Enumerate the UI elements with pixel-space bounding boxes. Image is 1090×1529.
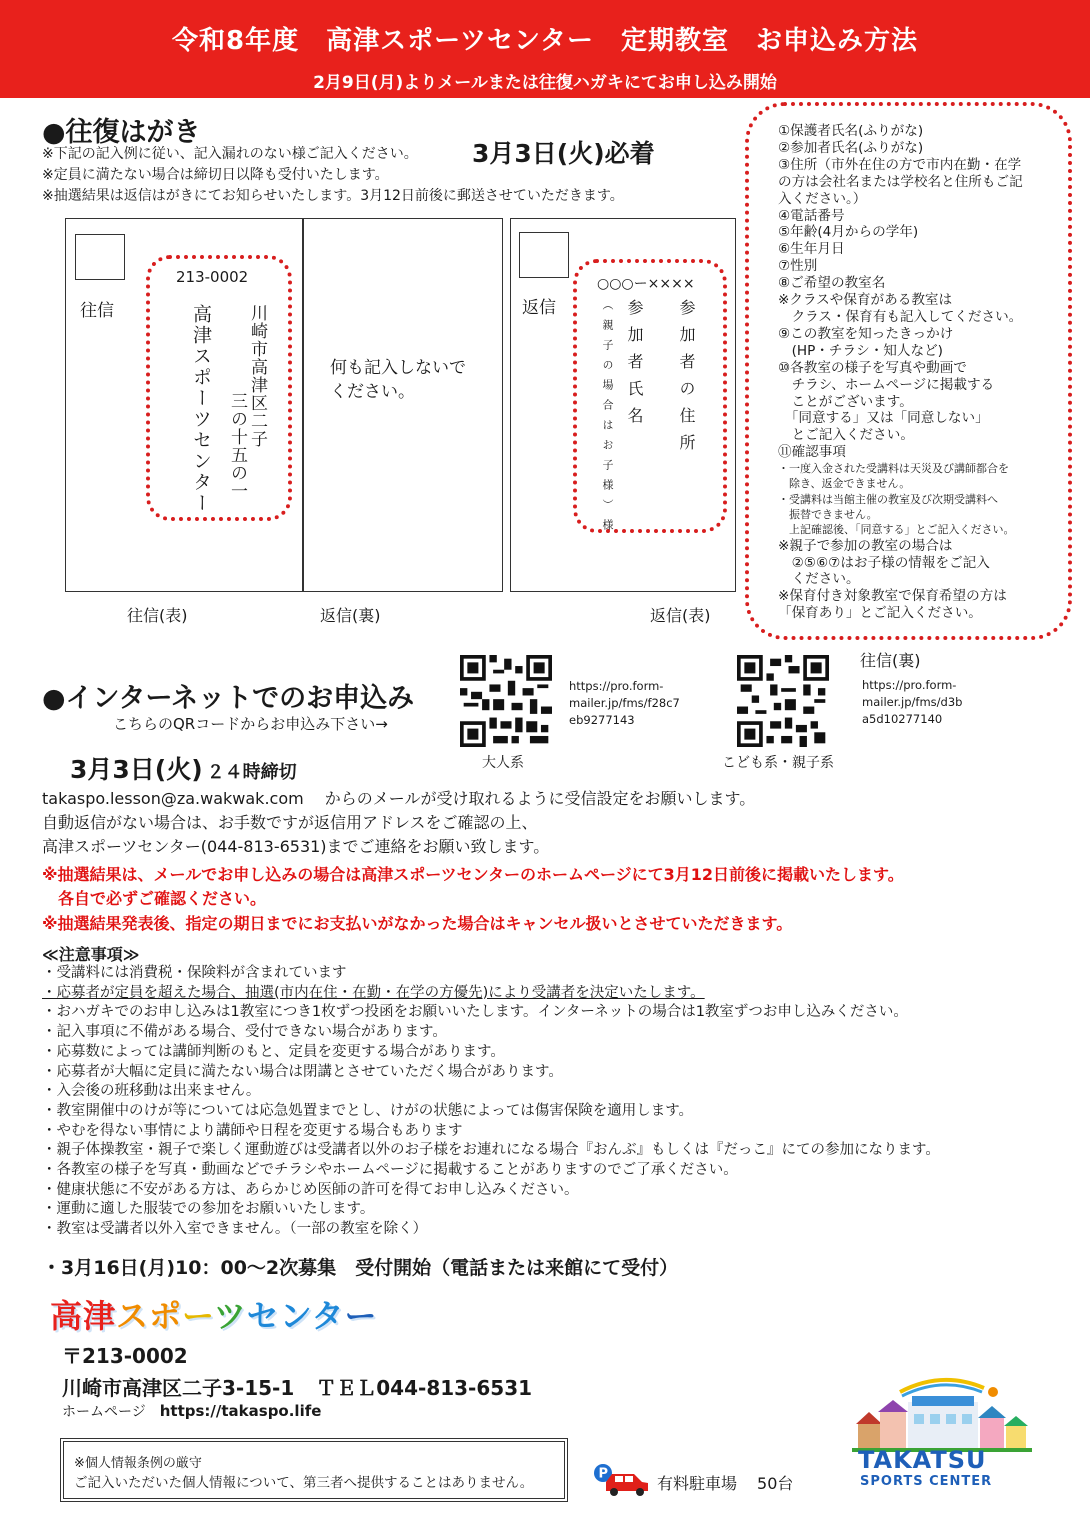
henshin-back-card (303, 218, 503, 592)
reply-name: 参加者氏名 (625, 299, 644, 434)
list-item: ください。 (778, 571, 860, 588)
list-item: ・記入事項に不備がある場合、受付できない場合があります。 (42, 1024, 447, 1041)
qr-code-adult-icon[interactable] (460, 655, 552, 747)
oushin-label: 往信 (80, 301, 114, 321)
list-item: チラシ、ホームページに掲載する (778, 376, 995, 393)
page-title: 令和8年度 高津スポーツセンター 定期教室 お申込み方法 (171, 26, 918, 56)
list-item: ・入会後の班移動は出来ません。 (42, 1083, 261, 1100)
internet-heading: ●インターネットでのお申込み (42, 683, 415, 714)
list-item: ※保育付き対象教室で保育希望の方は (778, 588, 1007, 605)
brand-subname: SPORTS CENTER (860, 1474, 993, 1489)
footer-tel: ＴＥＬ044-813-6531 (316, 1376, 533, 1400)
list-item: ・受講料には消費税・保険料が含まれています (42, 965, 347, 981)
qr1-url[interactable] (569, 678, 680, 729)
list-item: ・教室開催中のけが等については応急処置までとし、けがの状態によっては傷害保険を適用します。 (42, 1102, 694, 1119)
oushin-address-dotted-frame (146, 255, 292, 521)
qr2-url-line: a5d10277140 (862, 712, 943, 726)
postcard-deadline: 3月3日(火)必着 (472, 139, 655, 168)
list-item: ③住所（市外在住の方で市内在勤・在学 (778, 156, 1022, 173)
list-item: ことがございます。 (778, 393, 913, 410)
list-item: ⑩各教室の様子を写真や動画で (778, 359, 967, 376)
oushin-address-line-2: 三の十五の一 (227, 392, 247, 500)
reply-stamp-box (519, 232, 569, 278)
list-item: ⑨この教室を知ったきっかけ (778, 325, 954, 342)
homepage-label: ホームページ (62, 1404, 146, 1420)
qr1-url-line: https://pro.form- (569, 679, 664, 693)
privacy-text: ご記入いただいた個人情報について、第三者へ提供することはありません。 (74, 1475, 534, 1491)
footer-address: 川崎市高津区二子3-15-1 (62, 1376, 295, 1400)
email-line-3: 高津スポーツセンター(044-813-6531)までご連絡をお願い致します。 (42, 837, 550, 856)
list-item: ・健康状態に不安がある方は、あらかじめ医師の許可を得てお申し込みください。 (42, 1181, 579, 1198)
list-item: とご記入ください。 (778, 427, 914, 444)
qr1-url-line: mailer.jp/fms/f28c7 (569, 696, 680, 710)
second-round-notice: ・3月16日(月)10：00～2次募集 受付開始（電話または来館にて受付） (42, 1257, 679, 1279)
cautions-list (42, 964, 940, 1240)
internet-deadline-time: ２４時締切 (206, 762, 297, 783)
internet-deadline (70, 750, 297, 786)
list-item: ・応募数によっては講師判断のもと、定員を変更する場合があります。 (42, 1043, 505, 1060)
oushin-zip: 213-0002 (176, 268, 249, 286)
list-item: ⑥生年月日 (778, 241, 845, 258)
privacy-title: ※個人情報条例の厳守 (74, 1456, 202, 1471)
list-item: ※クラスや保育がある教室は (778, 292, 953, 309)
list-item: ・応募者が定員を超えた場合、抽選(市内在住・在勤・在学の方優先)により受講者を決定いたします。 (42, 984, 705, 1001)
list-item: ・やむを得ない事情により講師や日程を変更する場合もあります (42, 1122, 463, 1139)
parking-count: 50台 (757, 1474, 794, 1493)
email-line-1-text: からのメールが受け取れるように受信設定をお願いします。 (324, 789, 756, 808)
info-list (778, 123, 1023, 622)
reply-child-note: （親子の場合はお子様）様 (601, 299, 614, 539)
email-address-link[interactable]: takaspo.lesson@za.wakwak.com (42, 789, 304, 808)
list-item: ・運動に適した服装での参加をお願いいたします。 (42, 1201, 375, 1218)
list-item: の方は会社名または学校名と住所もご記 (778, 173, 1023, 190)
postcard-note-2: ※定員に満たない場合は締切日以降も受付いたします。 (42, 167, 389, 183)
qr2-label: こども系・親子系 (722, 755, 834, 771)
qr2-url[interactable] (862, 677, 962, 728)
footer-zip: 〒213-0002 (62, 1344, 188, 1368)
list-item: ・親子体操教室・親子で楽しく運動遊びは受講者以外のお子様をお連れになる場合『おんぶ』もしくは『だっこ』にての参加になります。 (42, 1142, 940, 1159)
list-item: ・応募者が大幅に定員に満たない場合は閉講とさせていただく場合があります。 (42, 1063, 563, 1080)
list-item: ・教室は受講者以外入室できません。（一部の教室を除く） (42, 1221, 428, 1238)
list-item: ⑦性別 (778, 258, 818, 275)
header-banner (0, 0, 1090, 98)
blank-instruction-line-1: 何も記入しないで (330, 358, 466, 378)
caption-henshin-back: 返信(裏) (320, 606, 381, 625)
page-subtitle: 2月9日(月)よりメールまたは往復ハガキにてお申し込み開始 (313, 73, 777, 93)
email-instructions (42, 787, 755, 859)
list-item: 振替できません。 (778, 508, 878, 522)
list-item: ⑤年齢(4月からの学年) (778, 224, 919, 241)
oushin-address-line-1: 川崎市高津区二子 (247, 304, 267, 448)
list-item: ⑧ご希望の教室名 (778, 275, 886, 292)
henshin-address-dotted-frame (573, 259, 727, 533)
list-item: ①保護者氏名(ふりがな) (778, 123, 924, 139)
list-item: ④電話番号 (778, 207, 845, 224)
homepage-link[interactable]: https://takaspo.life (159, 1402, 322, 1420)
oushin-recipient: 高津スポーツセンター (190, 304, 212, 514)
logo-text: 高津スポーツセンター (50, 1297, 378, 1335)
svg-text:P: P (598, 1466, 609, 1482)
qr2-url-line: mailer.jp/fms/d3b (862, 695, 963, 709)
reply-zip: ○○○ー×××× (597, 276, 695, 292)
henshin-label: 返信 (522, 298, 556, 318)
list-item: 「保育あり」とご記入ください。 (778, 605, 982, 622)
list-item: ②参加者氏名(ふりがな) (778, 139, 924, 156)
list-item: ⑪確認事項 (778, 444, 846, 461)
list-item: クラス・保育有も記入してください。 (778, 308, 1023, 325)
caption-henshin-front: 返信(表) (650, 606, 711, 625)
privacy-box (60, 1438, 568, 1502)
red-note-3: ※抽選結果発表後、指定の期日までにお支払いがなかった場合はキャンセル扱いとさせていただきます。 (42, 914, 793, 933)
qr2-url-line: https://pro.form- (862, 678, 957, 692)
caption-oushin-back: 往信(裏) (860, 651, 921, 670)
list-item: (HP・チラシ・知人など) (778, 342, 943, 359)
list-item: 入ください。） (778, 190, 867, 207)
qr1-label: 大人系 (482, 755, 524, 771)
email-line-1 (42, 787, 755, 811)
list-item: ・受講料は当館主催の教室及び次期受講料へ (778, 492, 998, 506)
takatsu-building-logo-icon (852, 1374, 1032, 1452)
caption-oushin-front: 往信(表) (127, 606, 188, 625)
postcard-note-1: ※下記の記入例に従い、記入漏れのない様ご記入ください。 (42, 146, 418, 162)
list-item: 上記確認後、「同意する」とご記入ください。 (778, 523, 1015, 537)
list-item: ②⑤⑥⑦はお子様の情報をご記入 (778, 554, 990, 571)
blank-instruction (330, 356, 466, 404)
list-item: 「同意する」又は「同意しない」 (778, 410, 989, 427)
internet-deadline-date: 3月3日(火) (70, 755, 203, 784)
cautions-title: ≪注意事項≫ (42, 945, 140, 964)
qr-code-child-icon[interactable] (737, 655, 829, 747)
red-note-1: ※抽選結果は、メールでお申し込みの場合は高津スポーツセンターのホームページにて3月12日前後に掲載いたします。 (42, 865, 904, 884)
blank-instruction-line-2: ください。 (330, 382, 415, 402)
parking-info (657, 1471, 793, 1494)
reply-address: 参加者の住所 (677, 299, 696, 461)
parking-car-icon (592, 1462, 650, 1496)
parking-label: 有料駐車場 (657, 1474, 738, 1493)
email-line-2: 自動返信がない場合は、お手数ですが返信用アドレスをご確認の上、 (42, 813, 538, 832)
postcard-heading: ●往復はがき (42, 117, 201, 148)
postcard-note-3: ※抽選結果は返信はがきにてお知らせいたします。3月12日前後に郵送させていただきます。 (42, 188, 624, 204)
list-item: 除き、返金できません。 (778, 477, 911, 491)
list-item: ・おハガキでのお申し込みは1教室につき1枚ずつ投函をお願いいたします。インターネットの場合は1教室ずつお申し込みください。 (42, 1004, 908, 1021)
list-item: ※親子で参加の教室の場合は (778, 537, 953, 554)
brand-name: TAKATSU (858, 1446, 987, 1474)
stamp-box (75, 234, 125, 280)
list-item: ・各教室の様子を写真・動画などでチラシやホームページに掲載することがありますのでご了承ください。 (42, 1162, 738, 1179)
footer-homepage (62, 1401, 321, 1421)
list-item: ・一度入金された受講料は天災及び講師都合を (778, 462, 1009, 476)
qr1-url-line: eb9277143 (569, 713, 635, 727)
qr-prompt: こちらのQRコードからお申込み下さい→ (113, 715, 388, 733)
footer-address-tel (62, 1372, 532, 1401)
red-note-2: 各自で必ずご確認ください。 (58, 889, 267, 908)
